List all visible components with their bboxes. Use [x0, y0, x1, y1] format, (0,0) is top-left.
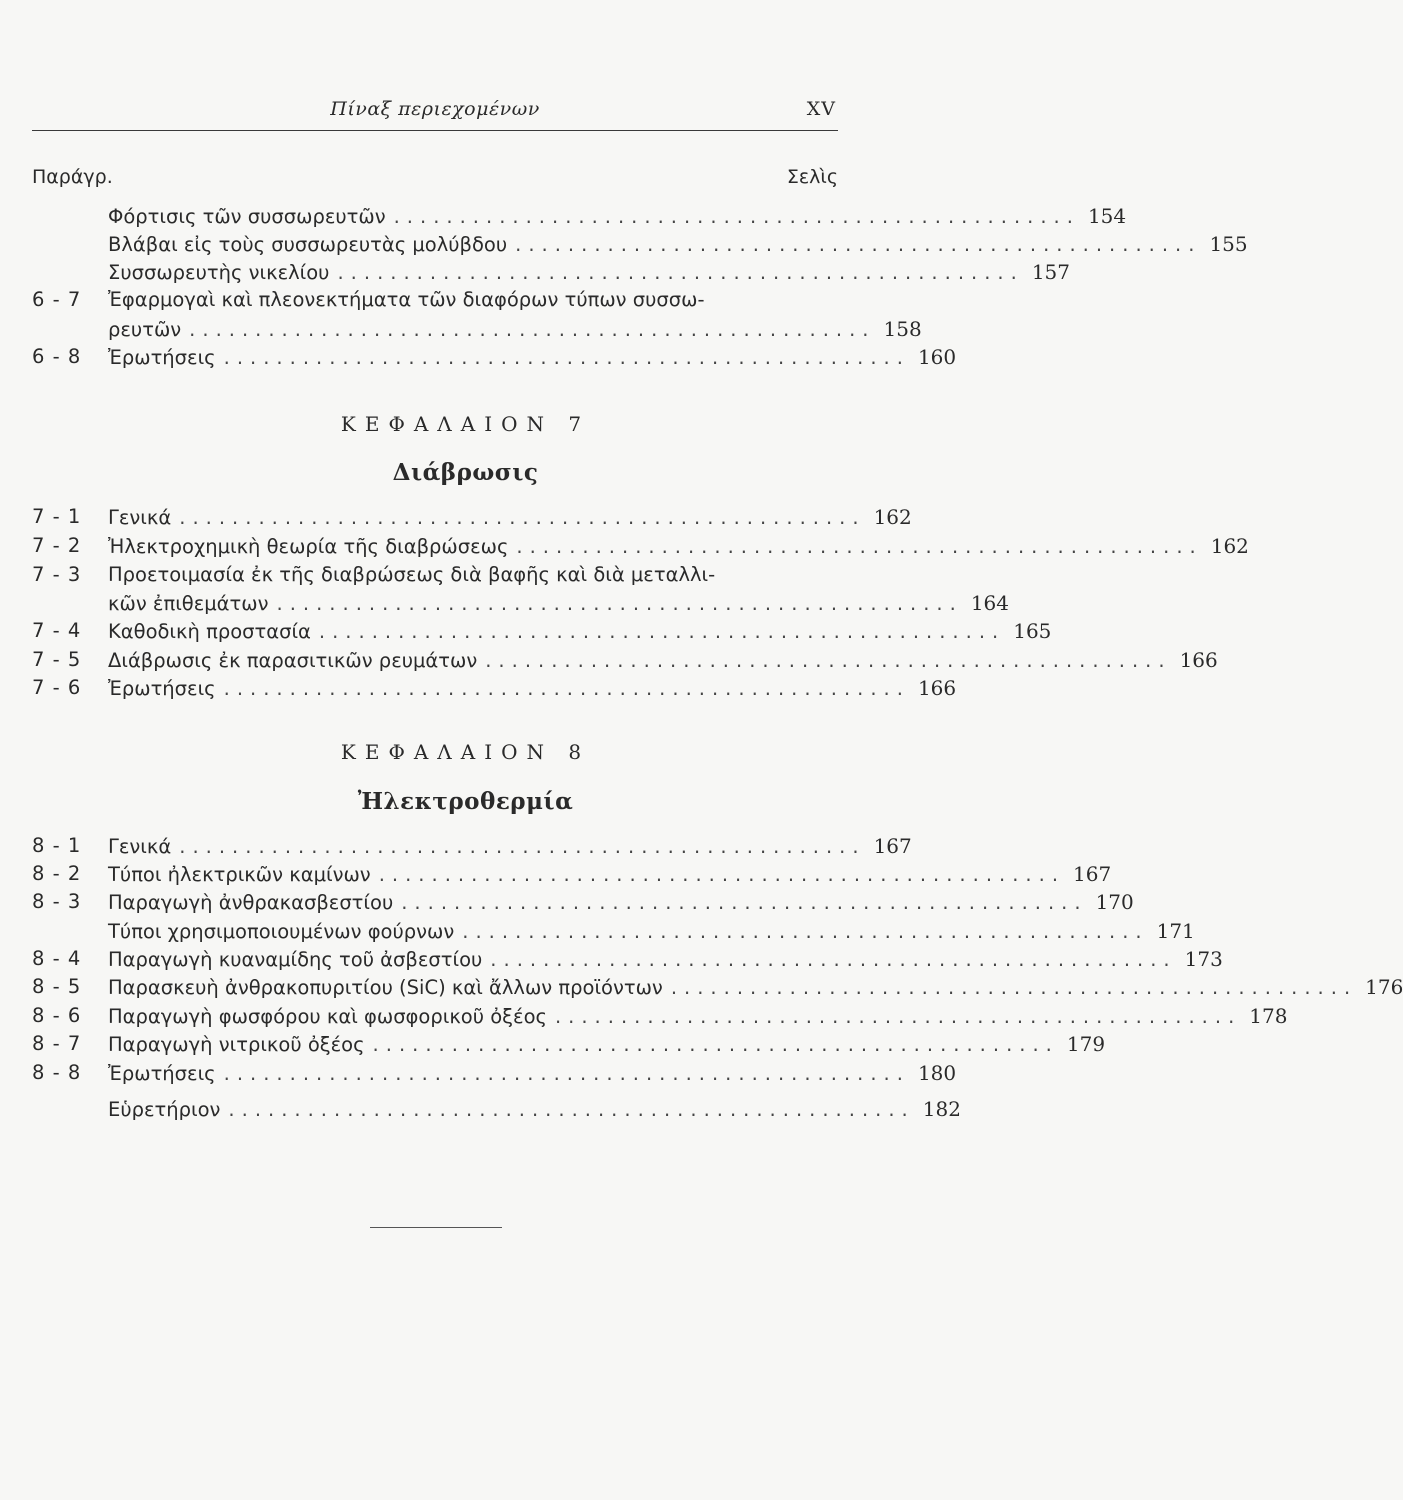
entry-page: 167 [873, 834, 912, 858]
toc-entry [32, 342, 957, 372]
page-column-label: Σελὶς [786, 166, 838, 188]
dot-leader: .................................................... [485, 649, 1172, 672]
entry-number: 6 - 7 [32, 288, 82, 311]
running-header [32, 96, 838, 131]
entry-title: Παραγωγὴ φωσφόρου καὶ φωσφορικοῦ ὀξέος [108, 1005, 547, 1028]
entry-title: Εὑρετήριον [108, 1098, 221, 1121]
entry-title: Γενικά [108, 506, 172, 529]
dot-leader: .................................................... [516, 535, 1203, 558]
entry-title: κῶν ἐπιθεμάτων [108, 592, 269, 615]
entry-number: 8 - 4 [32, 947, 82, 970]
dot-leader: .................................................... [393, 205, 1080, 228]
chapter-subtitle: Ἠλεκτροθερμία [357, 788, 574, 815]
entry-title: Τύποι ἠλεκτρικῶν καμίνων [108, 863, 371, 886]
entry-number: 8 - 2 [32, 862, 82, 885]
entry-title: Γενικά [108, 835, 172, 858]
entry-page: 165 [1013, 619, 1052, 643]
toc-entry [32, 916, 1195, 946]
toc-entry [32, 887, 1134, 917]
entry-number: 7 - 2 [32, 534, 82, 557]
entry-title: Τύποι χρησιμοποιουμένων φούρνων [108, 920, 455, 943]
entry-number: 7 - 5 [32, 648, 82, 671]
toc-entry [32, 1058, 957, 1088]
entry-title: Ἐφαρμογαὶ καὶ πλεονεκτήματα τῶν διαφόρων τύπων συσσω- [108, 288, 705, 311]
dot-leader: .................................................... [179, 835, 866, 858]
entry-page: 179 [1066, 1032, 1106, 1056]
entry-page: 171 [1156, 919, 1195, 943]
chapter-subtitle: Διάβρωσις [392, 459, 539, 486]
entry-page: 182 [922, 1097, 961, 1121]
toc-entry [32, 502, 912, 532]
dot-leader: .................................................... [462, 920, 1149, 943]
entry-page: 167 [1073, 862, 1112, 886]
dot-leader: .................................................... [179, 506, 866, 529]
entry-page: 178 [1249, 1004, 1288, 1028]
entry-title: Ἐρωτήσεις [108, 346, 216, 369]
entry-page: 164 [970, 591, 1010, 615]
dot-leader: .................................................... [372, 1033, 1059, 1056]
entry-page: 180 [917, 1061, 957, 1085]
entry-title: Παραγωγὴ ἀνθρακασβεστίου [108, 891, 394, 914]
entry-title: Παραγωγὴ κυαναμίδης τοῦ ἀσβεστίου [108, 948, 483, 971]
entry-title: Καθοδικὴ προστασία [108, 620, 311, 643]
entry-title: Παρασκευὴ ἀνθρακοπυριτίου (SiC) καὶ ἄλλων προϊόντων [108, 976, 663, 999]
entry-number: 6 - 8 [32, 345, 82, 368]
chapter-heading: ΚΕΦΑΛΑΙΟΝ 8 [340, 740, 591, 764]
entry-title: Βλάβαι εἰς τοὺς συσσωρευτὰς μολύβδου [108, 233, 508, 256]
dot-leader: .................................................... [228, 1098, 915, 1121]
chapter-heading: ΚΕΦΑΛΑΙΟΝ 7 [340, 412, 591, 436]
dot-leader: .................................................... [223, 677, 910, 700]
toc-entry [32, 229, 1248, 259]
toc-entry [32, 314, 922, 344]
entry-title: Φόρτισις τῶν συσσωρευτῶν [108, 205, 386, 228]
entry-page: 166 [1179, 648, 1218, 672]
toc-entry [32, 859, 1112, 889]
dot-leader: .................................................... [223, 1062, 910, 1085]
entry-number: 7 - 1 [32, 505, 82, 528]
entry-number: 8 - 1 [32, 834, 82, 857]
entry-page: 158 [883, 317, 922, 341]
dot-leader: .................................................... [670, 976, 1358, 999]
entry-page: 160 [917, 345, 957, 369]
toc-entry [32, 645, 1218, 675]
entry-page: 155 [1209, 232, 1248, 256]
dot-leader: .................................................... [189, 318, 876, 341]
entry-page: 170 [1095, 890, 1134, 914]
section-column-label: Παράγρ. [32, 166, 113, 188]
entry-page: 176 [1365, 975, 1403, 999]
running-title: Πίναξ περιεχομένων [330, 98, 540, 120]
dot-leader: .................................................... [401, 891, 1088, 914]
end-rule [370, 1227, 502, 1228]
toc-entry [32, 1029, 1106, 1059]
toc-entry [32, 1094, 961, 1124]
toc-entry [32, 831, 912, 861]
entry-number: 8 - 8 [32, 1061, 82, 1084]
entry-number: 8 - 5 [32, 975, 82, 998]
dot-leader: .................................................... [223, 346, 910, 369]
toc-entry [32, 201, 1127, 231]
toc-entry [32, 616, 1052, 646]
dot-leader: .................................................... [378, 863, 1066, 886]
entry-number: 7 - 6 [32, 676, 82, 699]
entry-title: Παραγωγὴ νιτρικοῦ ὀξέος [108, 1033, 365, 1056]
toc-entry [32, 1001, 1288, 1031]
entry-number: 7 - 3 [32, 563, 82, 586]
toc-entry [32, 673, 957, 703]
toc-entry [32, 257, 1070, 287]
entry-page: 173 [1184, 947, 1223, 971]
page-number: XV [806, 98, 836, 120]
entry-title: Ἠλεκτροχημικὴ θεωρία τῆς διαβρώσεως [108, 535, 509, 558]
dot-leader: .................................................... [515, 233, 1202, 256]
entry-title: ρευτῶν [108, 318, 182, 341]
dot-leader: .................................................... [318, 620, 1006, 643]
entry-number: 8 - 7 [32, 1032, 82, 1055]
toc-entry [32, 531, 1249, 561]
entry-number: 7 - 4 [32, 619, 82, 642]
toc-entry [32, 285, 838, 315]
entry-title: Διάβρωσις ἐκ παρασιτικῶν ρευμάτων [108, 649, 478, 672]
entry-title: Ἐρωτήσεις [108, 677, 216, 700]
dot-leader: .................................................... [276, 592, 963, 615]
entry-page: 154 [1087, 204, 1127, 228]
toc-entry [32, 944, 1223, 974]
dot-leader: .................................................... [337, 261, 1024, 284]
toc-entry [32, 560, 838, 590]
toc-entry [32, 588, 1010, 618]
toc-entry [32, 972, 1403, 1002]
entry-page: 162 [1210, 534, 1249, 558]
entry-number: 8 - 3 [32, 890, 82, 913]
dot-leader: .................................................... [490, 948, 1177, 971]
entry-page: 162 [873, 505, 912, 529]
entry-page: 157 [1031, 260, 1070, 284]
entry-page: 166 [917, 676, 957, 700]
dot-leader: .................................................... [554, 1005, 1242, 1028]
entry-number: 8 - 6 [32, 1004, 82, 1027]
entry-title: Προετοιμασία ἐκ τῆς διαβρώσεως διὰ βαφῆς καὶ διὰ μεταλλι- [108, 563, 716, 586]
entry-title: Συσσωρευτὴς νικελίου [108, 261, 330, 284]
entry-title: Ἐρωτήσεις [108, 1062, 216, 1085]
